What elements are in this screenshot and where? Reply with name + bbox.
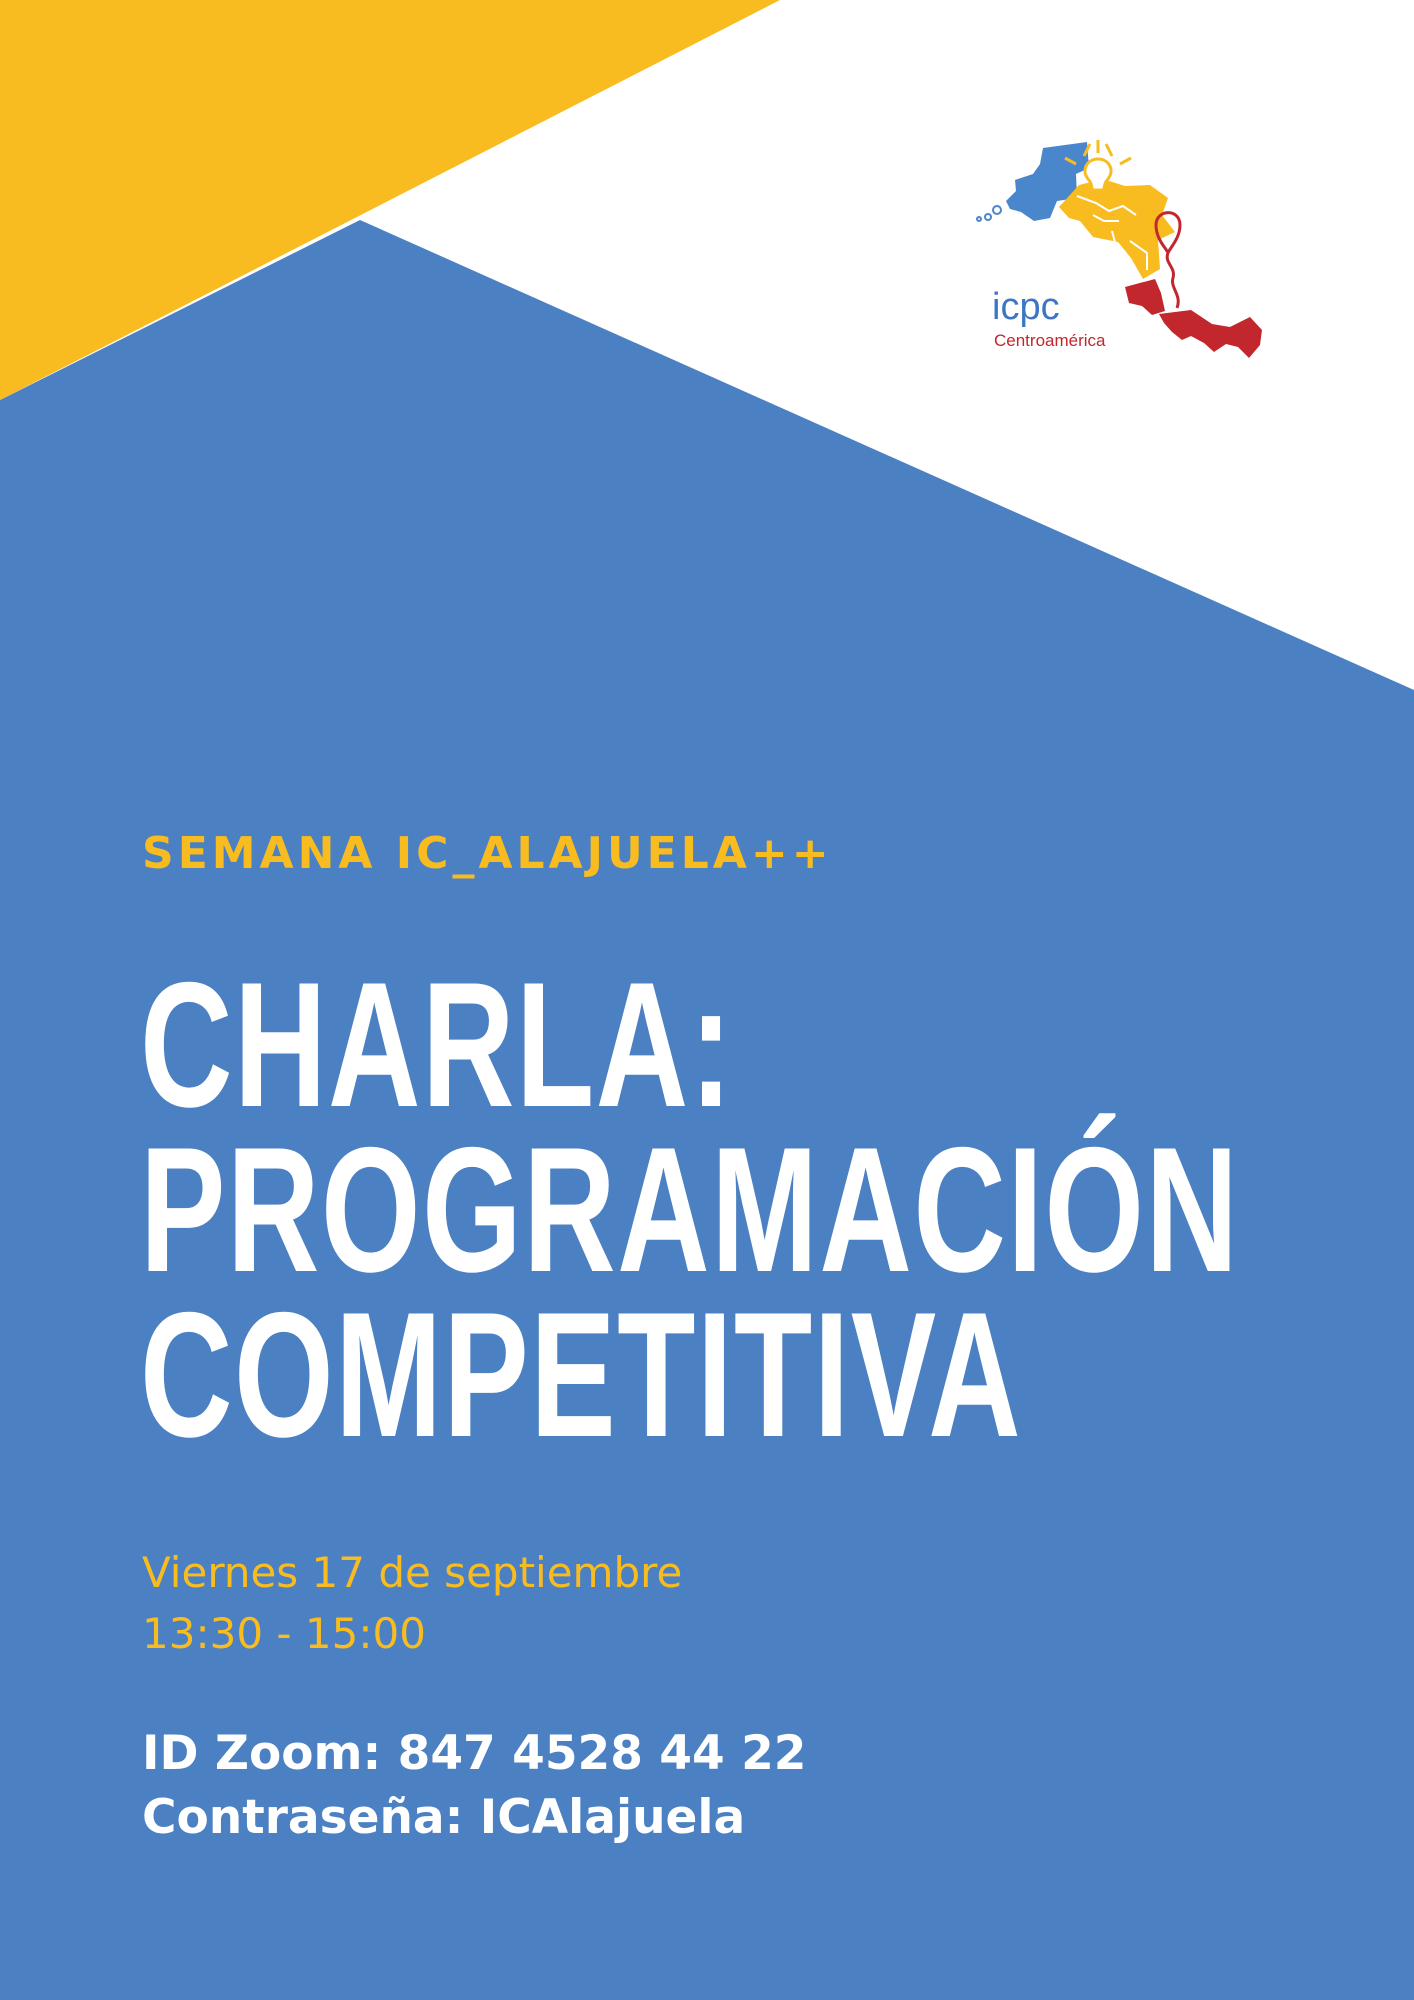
zoom-id: ID Zoom: 847 4528 44 22 (142, 1726, 807, 1781)
event-date: Viernes 17 de septiembre (142, 1548, 683, 1597)
costa-rica-shape (1125, 279, 1165, 315)
icpc-centroamerica-logo (985, 140, 1285, 380)
title-line-programacion: PROGRAMACIÓN (140, 1110, 1240, 1309)
zoom-password: Contraseña: ICAlajuela (142, 1790, 746, 1845)
event-time: 13:30 - 15:00 (142, 1609, 426, 1658)
date-time-block (142, 1542, 682, 1664)
title-line-charla: CHARLA: (140, 945, 734, 1144)
access-details (142, 1722, 806, 1850)
panama-shape (1159, 310, 1262, 358)
event-series-label: SEMANA IC_ALAJUELA++ (142, 828, 833, 879)
title-line-competitiva: COMPETITIVA (140, 1275, 1023, 1474)
logo-subtitle: Centroamérica (994, 331, 1106, 350)
logo-wordmark: icpc (992, 286, 1060, 328)
talk-title (140, 945, 1300, 1474)
